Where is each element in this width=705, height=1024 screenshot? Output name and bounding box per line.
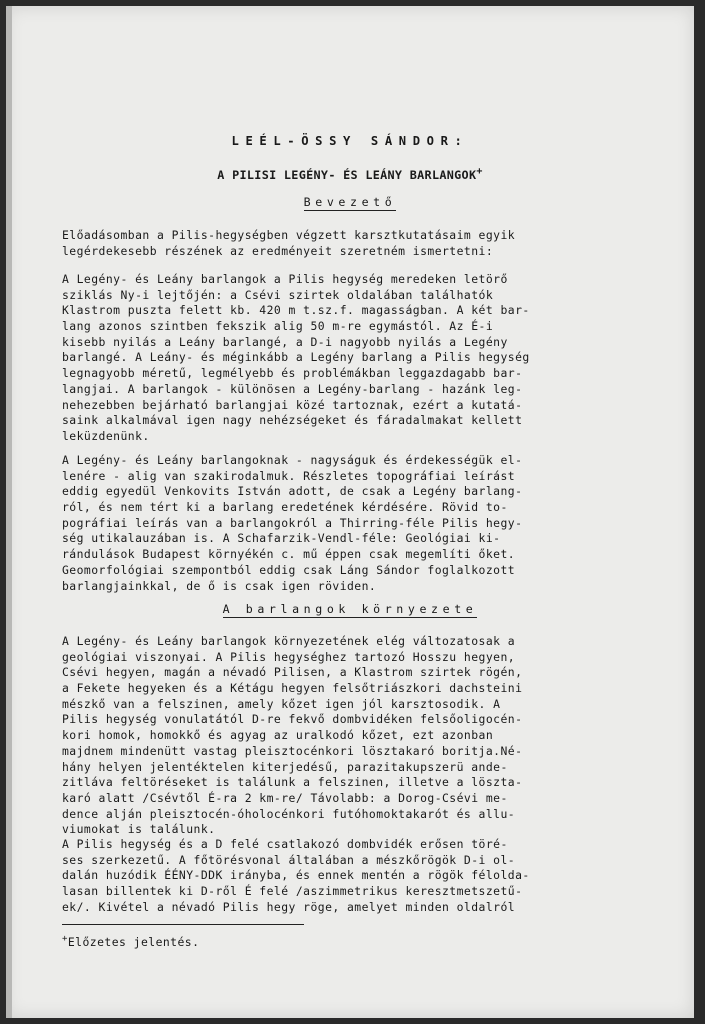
footnote — [62, 934, 199, 949]
text-line: Geomorfológiai szempontból eddig csak Láng Sándor foglalkozott — [62, 562, 516, 577]
text-line: barlangé. A Leány- és méginkább a Legény barlang a Pilis hegység — [62, 350, 530, 365]
text-line: kori homok, homokkő és agyag az uralkodó kőzet, ezt azonban — [62, 728, 494, 743]
paragraph-5 — [62, 837, 662, 915]
text-line: ses szerkezetű. A főtörésvonal általában a mészkőrögök D-i ol- — [62, 852, 516, 867]
page-edge — [6, 6, 12, 1018]
text-line: mészkő van a felszinen, amely kőzet igen jól karsztosodik. A — [62, 696, 501, 711]
text-line: Klastrom puszta felett kb. 420 m t.sz.f. magasságban. A két bar- — [62, 303, 530, 318]
text-line: geológiai viszonyai. A Pilis hegységhez tartozó Hosszu hegyen, — [62, 649, 516, 664]
text-line: ség utikalauzában is. A Schafarzik-Vendl-féle: Geológiai ki- — [62, 531, 501, 546]
text-line: legnagyobb méretű, legmélyebb és problémákban leggazdagabb bar- — [62, 366, 523, 381]
paragraph-3 — [62, 453, 662, 594]
text-line: ek/. Kivétel a névadó Pilis hegy röge, amelyet minden oldalról — [62, 899, 516, 914]
text-line: lang azonos szintben fekszik alig 50 m-re egymástól. Az É-i — [62, 319, 494, 334]
text-line: hány helyen jelentéktelen kiterjedésű, parazitakupszerü ande- — [62, 759, 508, 774]
paragraph-4 — [62, 634, 662, 838]
section-heading-text: Bevezető — [303, 195, 397, 209]
text-line: legérdekesebb részének az eredményeit szeretném ismertetni: — [62, 243, 494, 258]
text-line: lasan billentek ki D-ről É felé /aszimmetrikus keresztmetszetű- — [62, 884, 523, 899]
title-text: A PILISI LEGÉNY- ÉS LEÁNY BARLANGOK — [217, 167, 477, 182]
text-line: viumokat is találunk. — [62, 822, 216, 837]
paragraph-2 — [62, 272, 662, 445]
text-line: eddig egyedül Venkovits István adott, de csak a Legény barlang- — [62, 484, 523, 499]
text-line: kisebb nyilás a Leány barlangé, a D-i nagyobb nyilás a Legény — [62, 334, 508, 349]
text-line: A Legény- és Leány barlangok a Pilis hegység meredeken letörő — [62, 272, 508, 286]
text-line: Pilis hegység vonulatától D-re fekvő dombvidéken felsőoligocén- — [62, 712, 523, 727]
text-line: A Legény- és Leány barlangoknak - nagyságuk és érdekességük el- — [62, 453, 523, 467]
text-line: Csévi hegyen, magán a névadó Pilisen, a Klastrom szirtek rögén, — [62, 665, 523, 680]
title-footnote-mark: + — [476, 166, 483, 177]
text-line: A Pilis hegység és a D felé csatlakozó dombvidék erősen töré- — [62, 837, 508, 851]
text-line: saink alkalmával igen nagy nehézségeket és fáradalmakat kellett — [62, 413, 523, 428]
text-line: a Fekete hegyeken és a Kétágu hegyen felsőtriászkori dachsteini — [62, 681, 523, 696]
text-line: dence alján pleisztocén-óholocénkori futóhomoktakarót és allu- — [62, 806, 516, 821]
text-line: leküzdenünk. — [62, 428, 150, 443]
section-heading-environment — [6, 602, 694, 616]
text-line: karó alatt /Csévtől É-ra 2 km-re/ Távolabb: a Dorog-Csévi me- — [62, 790, 508, 805]
text-line: barlangjainkkal, de ő is csak igen röviden. — [62, 578, 377, 593]
text-line: Előadásomban a Pilis-hegységben végzett karsztkutatásaim egyik — [62, 228, 516, 242]
text-line: dalán huzódik ÉÉNY-DDK irányba, és ennek mentén a rögök félolda- — [62, 868, 530, 883]
author-name: LEÉL-ÖSSY SÁNDOR: — [231, 134, 469, 148]
text-line: A Legény- és Leány barlangok környezetének elég változatosak a — [62, 634, 516, 648]
document-title — [6, 166, 694, 182]
text-line: lenére - alig van szakirodalmuk. Részletes topográfiai leírást — [62, 468, 516, 483]
text-line: rándulások Budapest környékén c. mű éppen csak megemlíti őket. — [62, 547, 516, 562]
text-line: ról, és nem tért ki a barlang eredetének kérdésére. Rövid to- — [62, 500, 508, 515]
text-line: majdnem mindenütt vastag pleisztocénkori lösztakaró boritja.Né- — [62, 743, 523, 758]
paragraph-1 — [62, 228, 662, 259]
text-line: langjai. A barlangok - különösen a Legény-barlang - hazánk leg- — [62, 381, 523, 396]
footnote-mark: + — [62, 934, 68, 944]
section-heading-introduction — [6, 195, 694, 209]
section-heading-text: A barlangok környezete — [222, 602, 478, 616]
footnote-text: Előzetes jelentés. — [67, 934, 200, 949]
text-line: pográfiai leírás van a barlangokról a Thirring-féle Pilis hegy- — [62, 515, 523, 530]
text-line: zitláva feltöréseket is találunk a felszinen, illetve a löszta- — [62, 775, 523, 790]
document-page — [6, 6, 694, 1018]
text-line: nehezebben bejárható barlangjai közé tartoznak, ezért a kutatá- — [62, 397, 523, 412]
footnote-divider — [62, 924, 304, 925]
text-line: sziklás Ny-i lejtőjén: a Csévi szirtek oldalában találhatók — [62, 287, 494, 302]
